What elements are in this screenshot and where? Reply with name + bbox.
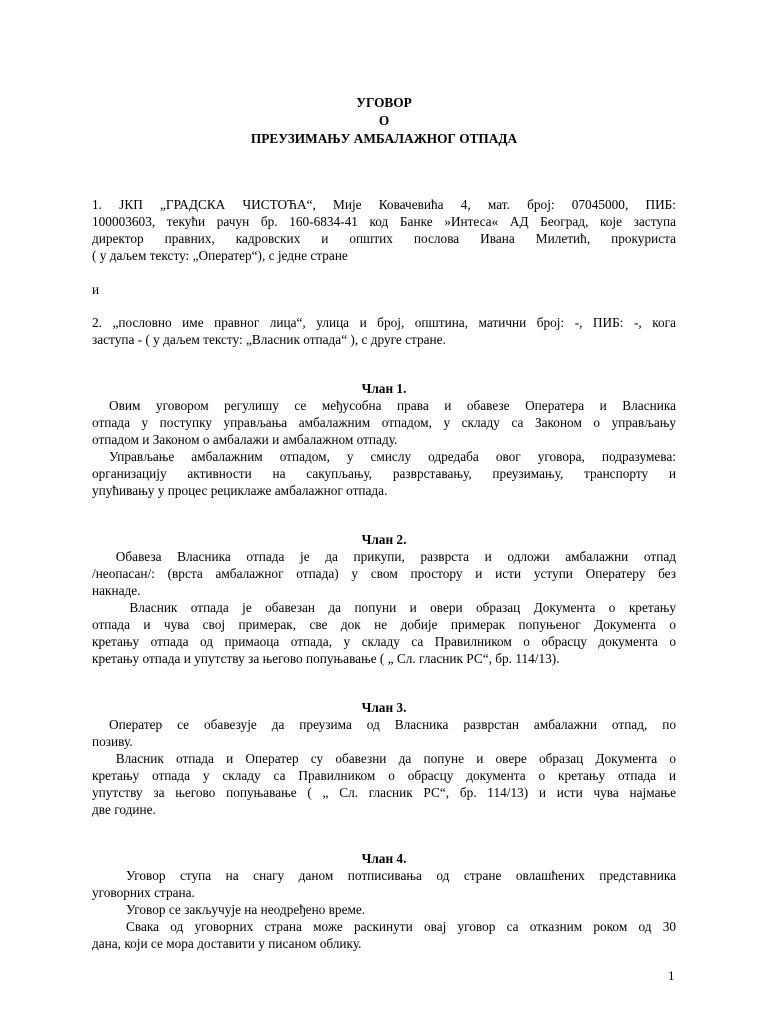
- paragraph-line: 1. ЈКП „ГРАДСКА ЧИСТОЋА“, Мије Ковачевића 4, мат. број: 07045000, ПИБ:: [92, 197, 676, 212]
- paragraph-line: /неопасан/: (врста амбалажног отпада) у свом простору и исти уступи Оператеру без: [92, 566, 676, 581]
- paragraph-line: Обавеза Власника отпада је да прикупи, разврста и одложи амбалажни отпад: [115, 549, 676, 564]
- paragraph-line: Управљање амбалажним отпадом, у смислу одредаба овог уговора, подразумева:: [109, 449, 676, 464]
- paragraph-line: Уговор се закључује на неодређено време.: [126, 902, 366, 917]
- paragraph-line: Оператер се обавезује да преузима од Власника разврстан амбалажни отпад, по: [109, 717, 676, 732]
- page-number: 1: [668, 968, 675, 983]
- article-4-body: [92, 867, 676, 952]
- paragraph-line: две године.: [92, 802, 156, 817]
- paragraph-line: накнаде.: [92, 583, 141, 598]
- paragraph-line: 100003603, текући рачун бр. 160-6834-41 код Банке »Интеса« АД Београд, које заступа: [92, 214, 676, 229]
- document-title-line-2: О: [378, 113, 390, 128]
- paragraph-line: отпада у поступку управљања амбалажним отпадом, у складу са Законом о управљању: [92, 415, 676, 430]
- paragraph-line: упућивању у процес рециклаже амбалажног отпада.: [92, 483, 388, 498]
- paragraph-line: организацију активности на сакупљању, разврставању, преузимању, транспорту и: [92, 466, 676, 481]
- paragraph-line: заступа - ( у даљем тексту: „Власник отпада“ ), с друге стране.: [92, 332, 446, 347]
- paragraph-line: дана, који се мора доставити у писаном облику.: [92, 936, 362, 951]
- article-2-heading: Члан 2.: [361, 532, 407, 547]
- paragraph-line: 2. „пословно име правног лица“, улица и број, општина, матични број: -, ПИБ: -, кога: [92, 315, 676, 330]
- paragraph-line: упутству за његово попуњавање ( „ Сл. гласник РС“, бр. 114/13) и исти чува најмање: [92, 785, 676, 800]
- paragraph-line: ( у даљем тексту: „Оператер“), с једне стране: [92, 248, 348, 263]
- paragraph-line: кретању отпада у складу са Правилником о обрасцу документа о кретању отпада и: [92, 768, 676, 783]
- party-2-paragraph: [92, 314, 676, 348]
- paragraph-line: Уговор ступа на снагу даном потписивања од стране овлашћених представника: [126, 868, 676, 883]
- paragraph-line: отпадом и Законом о амбалажи и амбалажном отпаду.: [92, 432, 398, 447]
- article-4-heading: Члан 4.: [361, 851, 407, 866]
- paragraph-line: Власник отпада и Оператер су обавезни да попуне и овере образац Документа о: [115, 751, 676, 766]
- paragraph-line: кретању отпада и упутству за његово попуњавање ( „ Сл. гласник РС“, бр. 114/13).: [92, 651, 560, 666]
- conjunction-and: и: [92, 282, 100, 297]
- paragraph-line: кретању отпада од примаоца отпада, у складу са Правилником о обрасцу документа о: [92, 634, 676, 649]
- paragraph-line: позиву.: [92, 734, 133, 749]
- paragraph-line: Свака од уговорних страна може раскинути овај уговор са отказним роком од 30: [126, 919, 676, 934]
- article-3-heading: Члан 3.: [361, 700, 407, 715]
- article-1-body: [92, 397, 676, 499]
- article-2-body: [92, 548, 676, 667]
- article-1-heading: Члан 1.: [361, 381, 407, 396]
- document-title-line-1: УГОВОР: [356, 95, 412, 110]
- document-title-line-3: ПРЕУЗИМАЊУ АМБАЛАЖНОГ ОТПАДА: [250, 131, 518, 146]
- party-1-paragraph: [92, 196, 676, 264]
- paragraph-line: Власник отпада је обавезан да попуни и овери образац Документа о кретању: [129, 600, 676, 615]
- article-3-body: [92, 716, 676, 818]
- paragraph-line: Овим уговором регулишу се међусобна права и обавезе Оператера и Власника: [109, 398, 676, 413]
- paragraph-line: директор правних, кадровских и општих послова Ивана Милетић, прокуриста: [92, 231, 676, 246]
- paragraph-line: отпада и чува свој примерак, све док не добије примерак попуњеног Документа о: [92, 617, 676, 632]
- paragraph-line: уговорних страна.: [92, 885, 195, 900]
